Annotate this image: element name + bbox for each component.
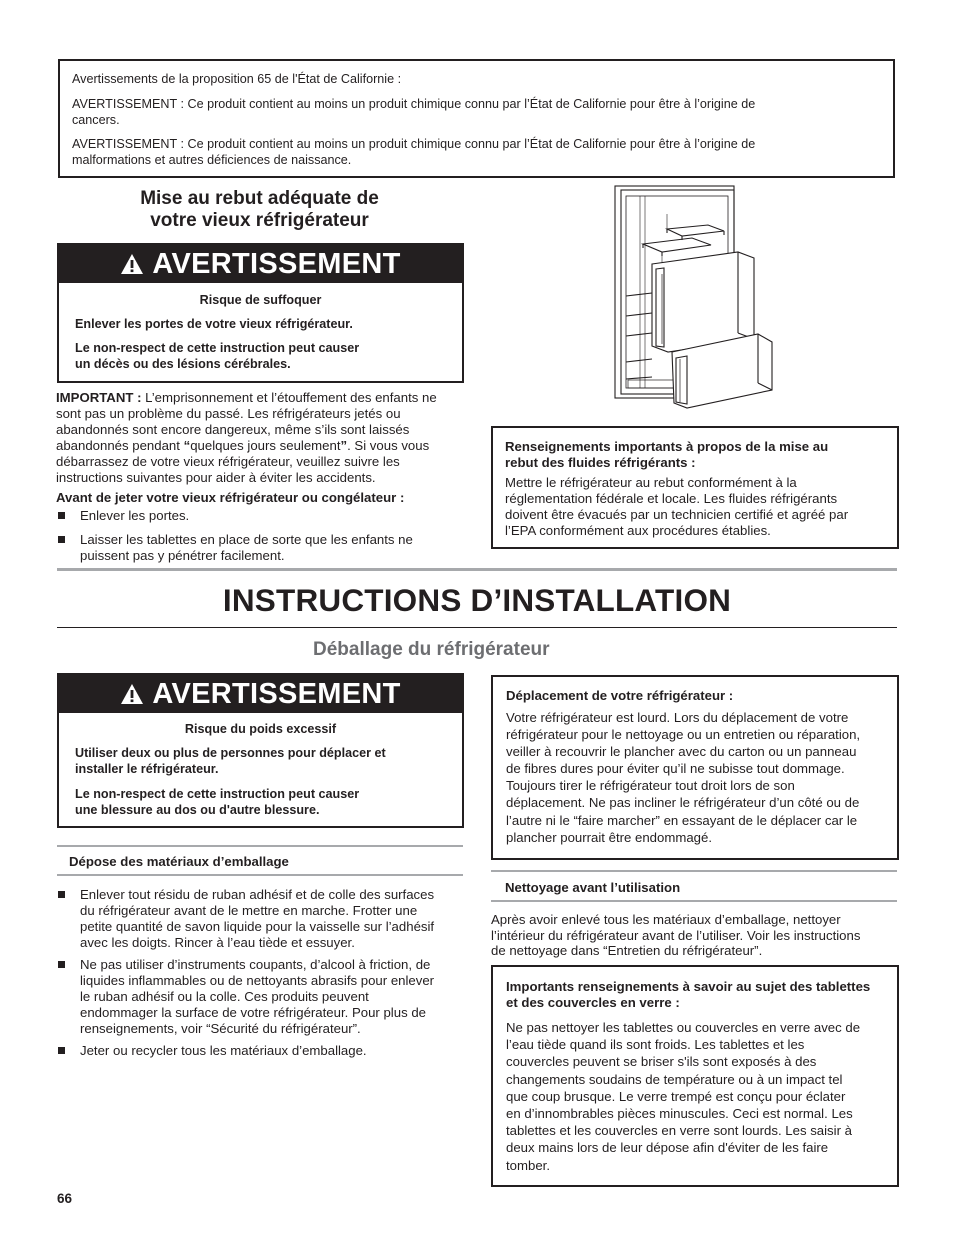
bullet-icon xyxy=(58,961,65,968)
prop65-warning-1-line-2: cancers. xyxy=(72,113,120,127)
warning-triangle-icon xyxy=(120,253,144,275)
disposal-heading-line-2: votre vieux réfrigérateur xyxy=(150,210,369,231)
warning-triangle-icon xyxy=(120,683,144,705)
prop65-warning-1-line-1: AVERTISSEMENT : Ce produit contient au moins un produit chimique connu par l’État de Californie pour être à l’origine de xyxy=(72,97,756,111)
moving-heading: Déplacement de votre réfrigérateur : xyxy=(506,688,734,703)
packing-rule-bottom xyxy=(57,874,463,876)
prop65-title: Avertissements de la proposition 65 de l'État de Californie : xyxy=(72,72,402,86)
warning-header xyxy=(59,675,462,713)
packing-bullet-2: Ne pas utiliser d’instruments coupants, d’alcool à friction, de liquides inflammables ou de nettoyants abrasifs pour enlever le ruban adhésif ou la colle. Ces produits peuvent endommager la surface de votre réfrigérateur. Pour plus de renseignements, voir “Sécurité du réfrigérateur”. xyxy=(80,957,435,1036)
glass-info-box xyxy=(491,965,899,1187)
warning-consequence-line-2: un décès ou des lésions cérébrales. xyxy=(75,357,291,371)
warning-title: AVERTISSEMENT xyxy=(152,677,401,710)
warning-instruction: Enlever les portes de votre vieux réfrigérateur. xyxy=(75,317,353,331)
warning-header xyxy=(59,245,462,283)
important-line-2: sont pas un problème du passé. Les réfrigérateurs jetés ou xyxy=(56,406,401,421)
cleaning-rule-bottom xyxy=(491,900,897,902)
prop65-warning-2-line-1: AVERTISSEMENT : Ce produit contient au moins un produit chimique connu par l’État de Californie pour être à l’origine de xyxy=(72,137,756,151)
refrigerator-doors-removed-illustration xyxy=(612,184,777,412)
warning-consequence-line-1: Le non-respect de cette instruction peut causer xyxy=(75,787,360,801)
packing-bullet-1: Enlever tout résidu de ruban adhésif et de colle des surfaces du réfrigérateur avant de le mettre en marche. Frotter une petite quantité de savon liquide pour la vaisselle sur l’adhésif avec les doigts. Rincer à l’eau tiède et essuyer. xyxy=(80,887,435,950)
bullet-icon xyxy=(58,536,65,543)
packing-bullet-3: Jeter ou recycler tous les matériaux d’emballage. xyxy=(80,1043,367,1058)
warning-risk: Risque de suffoquer xyxy=(199,293,322,307)
moving-body: Votre réfrigérateur est lourd. Lors du déplacement de votre réfrigérateur pour le nettoyage ou un entretien ou réparation, veiller à recouvrir le plancher avec du carton ou un panneau de fibres dures pour éviter qu’il ne subisse tout dommage. Toujours tirer le réfrigérateur tout droit lors de son déplacement. Ne pas incliner le réfrigérateur d’un côté ou de l’autre ni le “faire marcher” en essayant de le déplacer car le plancher pourrait être endommagé. xyxy=(506,710,861,845)
disposal-bullet-2: Laisser les tablettes en place de sorte que les enfants ne puissent pas y pénétrer facilement. xyxy=(80,532,413,563)
warning-consequence-line-1: Le non-respect de cette instruction peut causer xyxy=(75,341,360,355)
subsection-title: Déballage du réfrigérateur xyxy=(313,639,550,660)
glass-body: Ne pas nettoyer les tablettes ou couvercles en verre avec de l’eau tiède quand ils sont froids. Les tablettes et les couvercles peuvent se briser s'ils sont exposés à des changements soudains de température ou à un impact tel que coup brusque. Le verre trempé est conçu pour éclater en d’innombrables pièces minuscules. Ceci est normal. Les tablettes et les couvercles en verre sont lourds. Les saisir à deux mains lors de leur dépose afin d'éviter de les faire tomber. xyxy=(506,1020,861,1173)
before-disposal-heading: Avant de jeter votre vieux réfrigérateur ou congélateur : xyxy=(56,490,405,505)
warning-instruction-line-1: Utiliser deux ou plus de personnes pour déplacer et xyxy=(75,746,386,760)
important-line-6: instructions suivantes pour aider à éviter les accidents. xyxy=(56,470,376,485)
disposal-bullet-1: Enlever les portes. xyxy=(80,508,190,523)
warning-consequence-line-2: une blessure au dos ou d'autre blessure. xyxy=(75,803,320,817)
warning-title: AVERTISSEMENT xyxy=(152,247,401,280)
important-line-1: L’emprisonnement et l’étouffement des enfants ne xyxy=(141,390,437,405)
refrigerant-body: Mettre le réfrigérateur au rebut conformément à la réglementation fédérale et locale. Les fluides réfrigérants doivent être évacués par un technicien certifié et agréé par l’EPA conformément aux procédures établies. xyxy=(505,475,849,538)
bullet-icon xyxy=(58,891,65,898)
packing-rule-top xyxy=(57,845,463,847)
important-line-3: abandonnés sont encore dangereux, même s’ils sont laissés xyxy=(56,422,410,437)
bullet-icon xyxy=(58,1047,65,1054)
refrigerant-info-box xyxy=(491,426,899,549)
refrigerant-heading: Renseignements importants à propos de la mise au rebut des fluides réfrigérants : xyxy=(505,439,829,470)
glass-heading: Importants renseignements à savoir au sujet des tablettes et des couvercles en verre : xyxy=(506,979,871,1010)
cleaning-heading: Nettoyage avant l’utilisation xyxy=(505,880,681,895)
warning-instruction-line-2: installer le réfrigérateur. xyxy=(75,762,219,776)
suffocation-warning-box xyxy=(57,243,464,383)
cleaning-rule-top xyxy=(491,870,897,872)
cleaning-body: Après avoir enlevé tous les matériaux d’emballage, nettoyer l’intérieur du réfrigérateur avant de l’utiliser. Voir les instructions de nettoyage dans “Entretien du réfrigérateur”. xyxy=(491,912,861,958)
warning-risk: Risque du poids excessif xyxy=(184,722,337,736)
section-divider-bottom xyxy=(57,627,897,628)
packing-heading: Dépose des matériaux d’emballage xyxy=(69,854,289,869)
important-paragraph xyxy=(56,390,466,486)
disposal-heading-line-1: Mise au rebut adéquate de xyxy=(140,188,379,209)
disposal-heading xyxy=(58,188,461,232)
section-divider-top xyxy=(57,568,897,571)
moving-info-box xyxy=(491,675,899,860)
important-line-5: débarrassez de votre vieux réfrigérateur, veuillez suivre les xyxy=(56,454,400,469)
main-title: INSTRUCTIONS D’INSTALLATION xyxy=(222,582,732,618)
prop65-warning-2-line-2: malformations et autres déficiences de naissance. xyxy=(72,153,352,167)
weight-warning-box xyxy=(57,673,464,828)
bullet-icon xyxy=(58,512,65,519)
prop65-box xyxy=(58,59,895,178)
page-number: 66 xyxy=(57,1191,73,1206)
important-label: IMPORTANT : xyxy=(56,390,142,405)
important-line-4: abandonnés pendant “quelques jours seulement”. Si vous vous xyxy=(56,438,430,453)
